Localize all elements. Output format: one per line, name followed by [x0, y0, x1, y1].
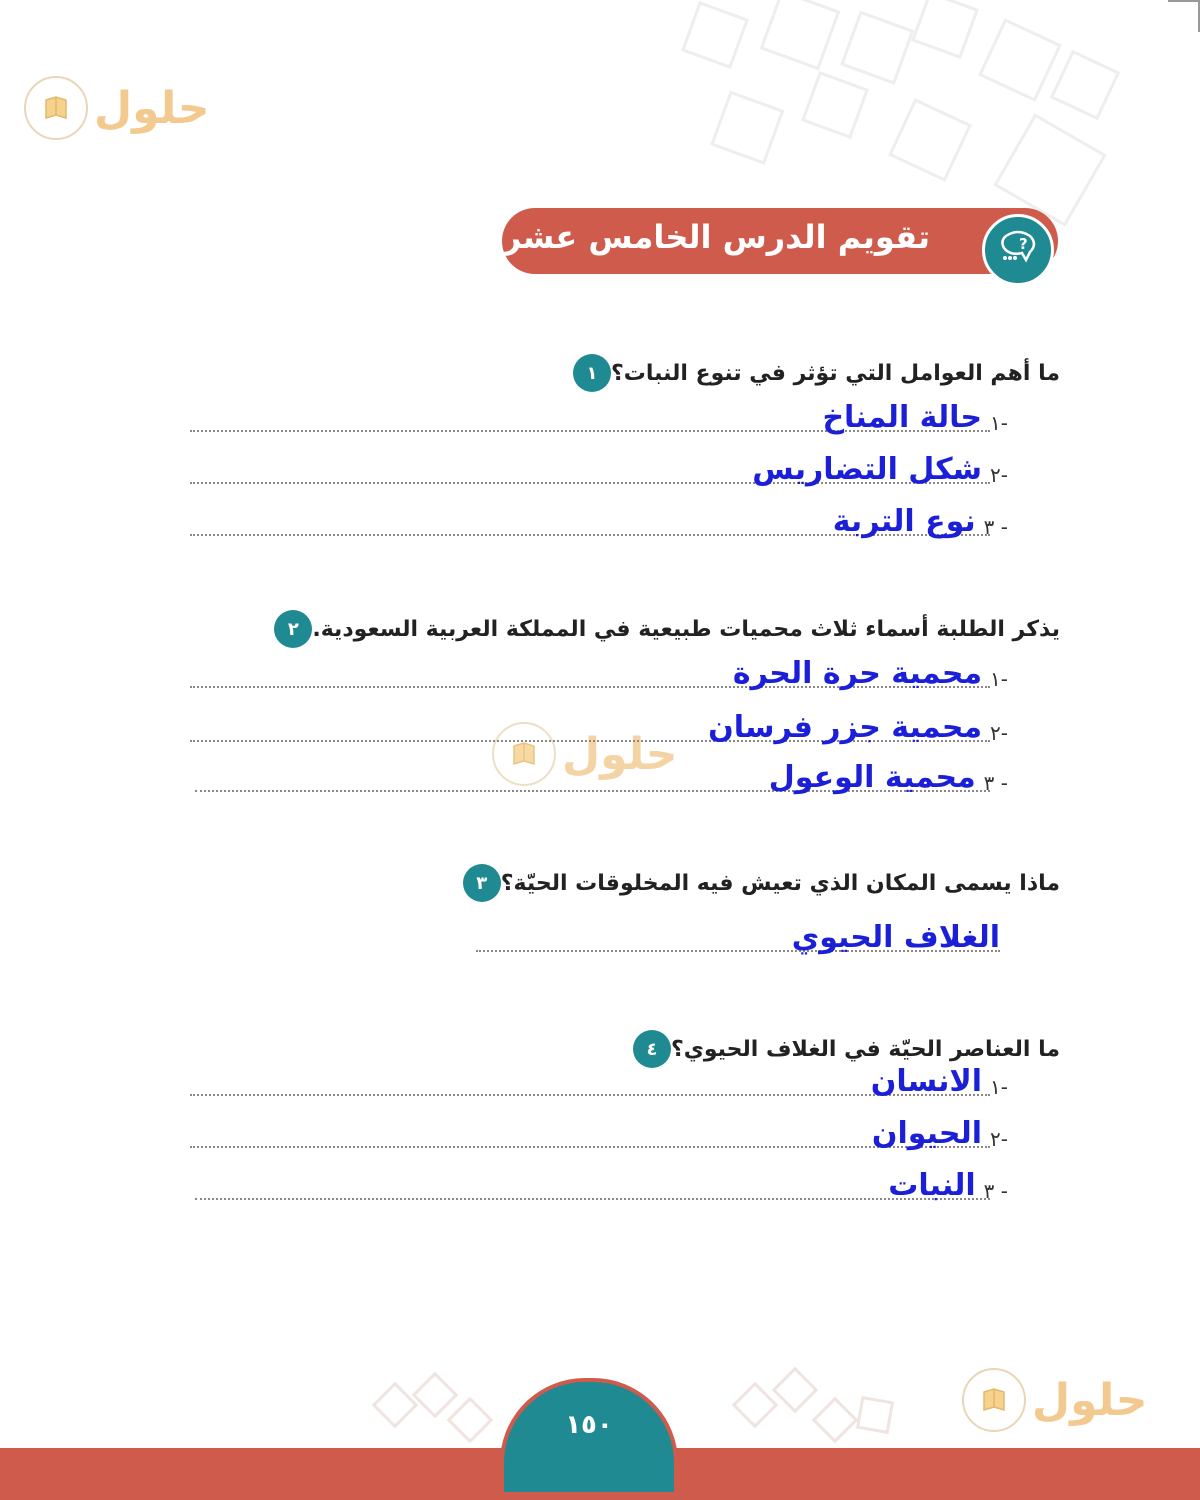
answer-2-3	[769, 760, 1008, 795]
answer-index: - ٣	[983, 515, 1008, 539]
answer-2-1	[733, 656, 1008, 691]
background-pattern-top	[660, 0, 1200, 230]
answer-text: محمية الوعول	[768, 760, 976, 795]
question-3	[451, 864, 1060, 902]
answer-text: نوع التربة	[832, 504, 976, 539]
page-number: ١٥٠	[565, 1410, 613, 1440]
answer-2-2	[708, 710, 1008, 745]
answer-1-1	[822, 400, 1008, 435]
answer-3-1	[792, 920, 1000, 955]
answer-index: -٢	[990, 721, 1008, 745]
answer-text: محمية حرة الحرة	[732, 656, 983, 691]
answer-text: النبات	[888, 1168, 976, 1203]
answer-index: -١	[990, 411, 1008, 435]
question-text: ما أهم العوامل التي تؤثر في تنوع النبات؟	[610, 360, 1060, 386]
question-4	[621, 1030, 1060, 1068]
question-chat-icon	[982, 214, 1054, 286]
book-icon	[962, 1368, 1026, 1432]
lesson-title-banner	[502, 208, 1058, 274]
watermark-logo-center	[492, 722, 677, 786]
answer-1-2	[752, 452, 1008, 487]
question-number: ٣	[463, 864, 501, 902]
watermark-logo-top	[24, 76, 209, 140]
answer-index: -٢	[990, 463, 1008, 487]
svg-text:?: ?	[1019, 235, 1028, 253]
answer-4-3	[888, 1168, 1008, 1203]
page-title: تقويم الدرس الخامس عشر	[502, 218, 930, 256]
question-text: يذكر الطلبة أسماء ثلاث محميات طبيعية في المملكة العربية السعودية.	[312, 616, 1060, 642]
answer-index: -١	[990, 1075, 1008, 1099]
answer-index: - ٣	[983, 1179, 1008, 1203]
question-number: ٢	[274, 610, 312, 648]
answer-text: حالة المناخ	[822, 400, 983, 435]
question-number: ١	[573, 354, 611, 392]
watermark-brand: حلول	[562, 728, 678, 780]
question-text: ما العناصر الحيّة في الغلاف الحيوي؟	[670, 1036, 1060, 1062]
answer-index: -٢	[990, 1127, 1008, 1151]
answer-1-3	[833, 504, 1008, 539]
answer-dotted-line	[195, 1198, 990, 1200]
crop-mark	[1168, 0, 1200, 32]
watermark-brand: حلول	[94, 82, 210, 134]
question-number: ٤	[633, 1030, 671, 1068]
question-2	[262, 610, 1060, 648]
answer-index: - ٣	[983, 771, 1008, 795]
book-icon	[492, 722, 556, 786]
question-1	[561, 354, 1060, 392]
answer-text: الغلاف الحيوي	[791, 920, 1000, 955]
answer-4-2	[872, 1116, 1008, 1151]
answer-index: -١	[990, 667, 1008, 691]
answer-text: شكل التضاريس	[752, 452, 983, 487]
book-icon	[24, 76, 88, 140]
answer-text: الحيوان	[871, 1116, 983, 1151]
question-text: ماذا يسمى المكان الذي تعيش فيه المخلوقات الحيّة؟	[500, 870, 1060, 896]
answer-4-1	[871, 1064, 1008, 1099]
watermark-brand: حلول	[1032, 1374, 1148, 1426]
answer-text: محمية جزر فرسان	[708, 710, 983, 745]
page-number-tab	[500, 1378, 678, 1496]
watermark-logo-bottom	[962, 1368, 1147, 1432]
answer-dotted-line	[190, 1146, 990, 1148]
answer-text: الانسان	[870, 1064, 983, 1099]
